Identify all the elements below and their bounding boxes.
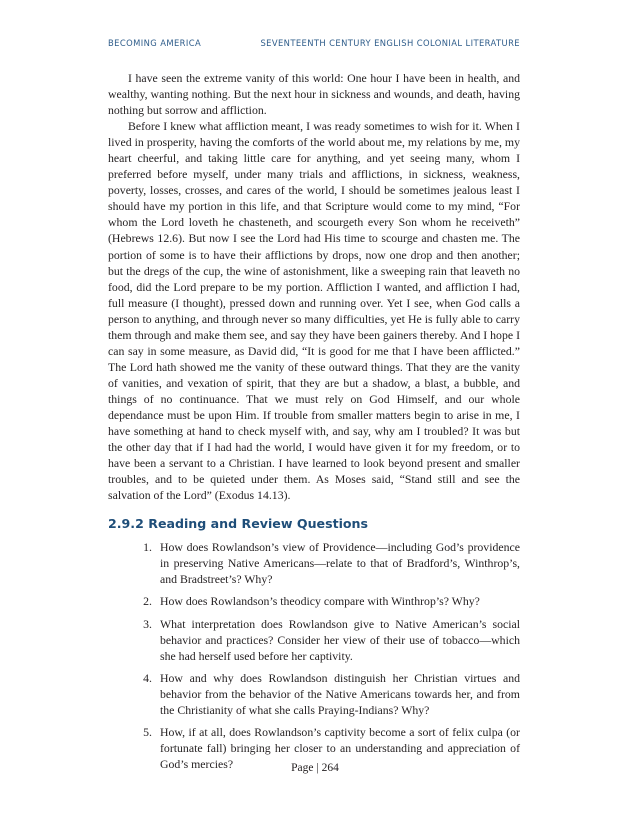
header-book-title: BECOMING AMERICA xyxy=(108,38,202,48)
body-paragraph-2: Before I knew what affliction meant, I was ready sometimes to wish for it. When I lived in prosperity, having the comforts of the world about me, my relations by me, my heart cheerful, and taking little care for anything, and yet seeing many, whom I preferred before myself, under many trials and afflictions, in sickness, weakness, poverty, losses, crosses, and cares of the world, I should be sometimes jealous least I should have my portion in this life, and that Scripture would come to my mind, “For whom the Lord loveth he chasteneth, and scourgeth every Son whom he receiveth” (Hebrews 12.6). But now I see the Lord had His time to scourge and chasten me. The portion of some is to have their afflictions by drops, now one drop and then another; but the dregs of the cup, the wine of astonishment, like a sweeping rain that leaveth no food, did the Lord prepare to be my portion. Affliction I wanted, and affliction I had, full measure (I thought), pressed down and running over. Yet I see, when God calls a person to anything, and through never so many difficulties, yet He is fully able to carry them through and make them see, and say they have been gainers thereby. And I hope I can say in some measure, as David did, “It is good for me that I have been afflicted.” The Lord hath showed me the vanity of these outward things. That they are the vanity of vanities, and vexation of spirit, that they are but a shadow, a blast, a bubble, and things of no continuance. That we must rely on God Himself, and our whole dependance must be upon Him. If trouble from smaller matters begin to arise in me, I have something at hand to check myself with, and say, why am I troubled? It was but the other day that if I had had the world, I would have given it for my freedom, or to have been a servant to a Christian. I have learned to look beyond present and smaller troubles, and to be quieted under them. As Moses said, “Stand still and see the salvation of the Lord” (Exodus 14.13). xyxy=(108,119,520,503)
header-chapter-title: SEVENTEENTH CENTURY ENGLISH COLONIAL LITERATURE xyxy=(260,38,520,48)
question-item-1 xyxy=(108,539,520,587)
section-heading: 2.9.2 Reading and Review Questions xyxy=(108,516,369,532)
question-number: 4. xyxy=(143,670,152,685)
question-number: 1. xyxy=(143,540,152,555)
question-number: 2. xyxy=(143,594,152,609)
question-number: 3. xyxy=(143,616,152,631)
question-text: How and why does Rowlandson distinguish her Christian virtues and behavior from the behavior of the Native Americans towards her, and from the Christianity of what she calls Praying-Indians? Why? xyxy=(160,670,520,717)
question-item-3 xyxy=(108,616,520,664)
running-header xyxy=(108,38,520,48)
review-questions-list xyxy=(108,539,520,772)
page-number: Page | 264 xyxy=(291,762,339,774)
question-item-2 xyxy=(108,593,520,609)
question-text: What interpretation does Rowlandson give to Native American’s social behavior and practices? Consider her view of their use of tobacco—which she had herself used before her captivity. xyxy=(160,616,520,663)
question-text: How does Rowlandson’s view of Providence—including God’s providence in preserving Native Americans—relate to that of Bradford’s, Winthrop’s, and Bradstreet’s? Why? xyxy=(160,540,520,587)
body-paragraph-1: I have seen the extreme vanity of this world: One hour I have been in health, and wealthy, wanting nothing. But the next hour in sickness and wounds, and death, having nothing but sorrow and affliction. xyxy=(108,71,520,118)
question-number: 5. xyxy=(143,724,152,739)
question-text: How does Rowlandson’s theodicy compare with Winthrop’s? Why? xyxy=(160,594,480,609)
question-item-4 xyxy=(108,670,520,718)
question-text: How, if at all, does Rowlandson’s captivity become a sort of felix culpa (or fortunate fall) bringing her closer to an understanding and appreciation of God’s mercies? xyxy=(160,724,520,771)
page-content xyxy=(108,70,520,778)
